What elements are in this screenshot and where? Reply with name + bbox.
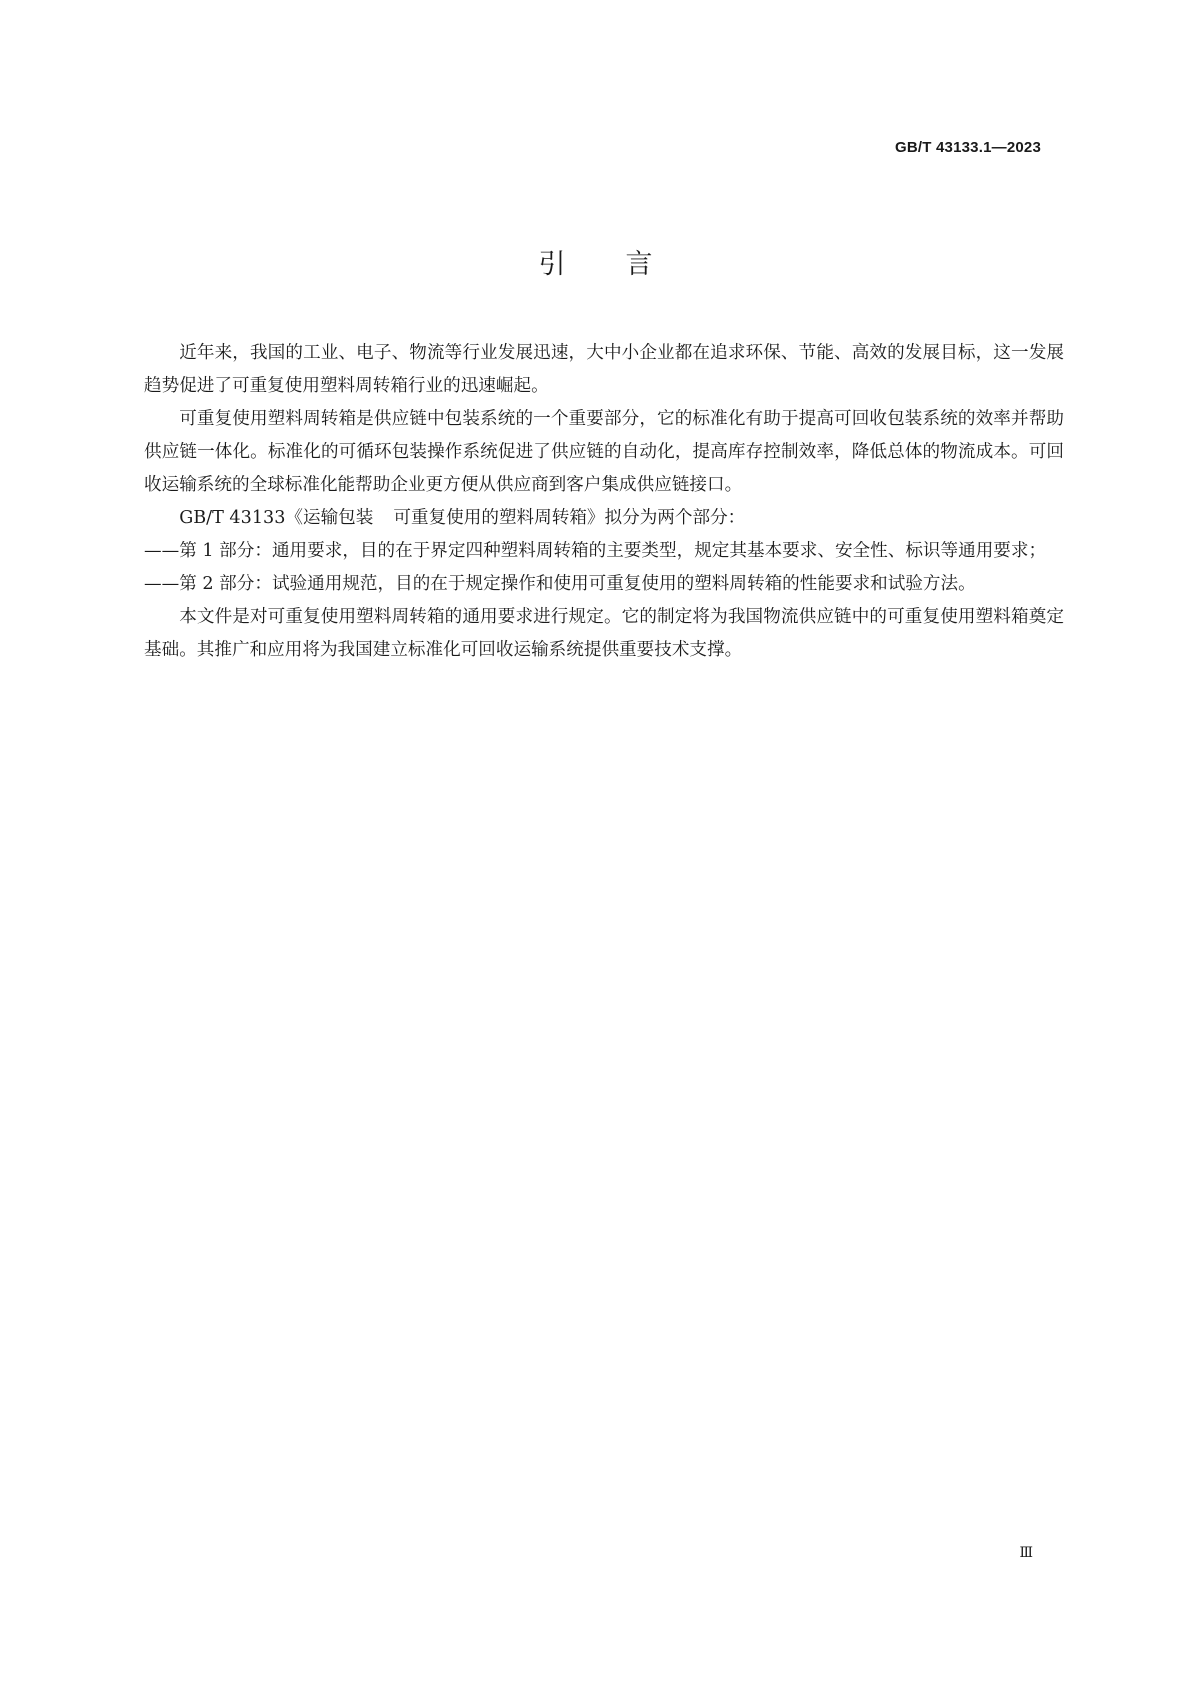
page-title [0, 242, 1191, 281]
page-number: Ⅲ [1019, 1545, 1033, 1561]
paragraph-1: 近年来，我国的工业、电子、物流等行业发展迅速，大中小企业都在追求环保、节能、高效的发展目标，这一发展趋势促进了可重复使用塑料周转箱行业的迅速崛起。 [144, 343, 1064, 396]
standard-number: GB/T 43133.1—2023 [895, 139, 1041, 156]
paragraph-4: 本文件是对可重复使用塑料周转箱的通用要求进行规定。它的制定将为我国物流供应链中的可重复使用塑料箱奠定基础。其推广和应用将为我国建立标准化可回收运输系统提供重要技术支撑。 [144, 607, 1064, 660]
paragraph-3-suffix: 可重复使用的塑料周转箱》拟分为两个部分： [393, 508, 746, 528]
introduction-body [144, 337, 1064, 667]
paragraph-3 [144, 502, 1064, 535]
paragraph-3-prefix: GB/T 43133《运输包装 [179, 508, 374, 528]
list-item-part-1: ——第 1 部分：通用要求，目的在于界定四种塑料周转箱的主要类型，规定其基本要求、安全性、标识等通用要求； [144, 541, 1047, 561]
list-item-part-2: ——第 2 部分：试验通用规范，目的在于规定操作和使用可重复使用的塑料周转箱的性能要求和试验方法。 [144, 574, 976, 594]
title-char-2: 言 [625, 249, 653, 280]
title-char-1: 引 [538, 249, 566, 280]
paragraph-2: 可重复使用塑料周转箱是供应链中包装系统的一个重要部分，它的标准化有助于提高可回收包装系统的效率并帮助供应链一体化。标准化的可循环包装操作系统促进了供应链的自动化，提高库存控制效率，降低总体的物流成本。可回收运输系统的全球标准化能帮助企业更方便从供应商到客户集成供应链接口。 [144, 409, 1064, 495]
